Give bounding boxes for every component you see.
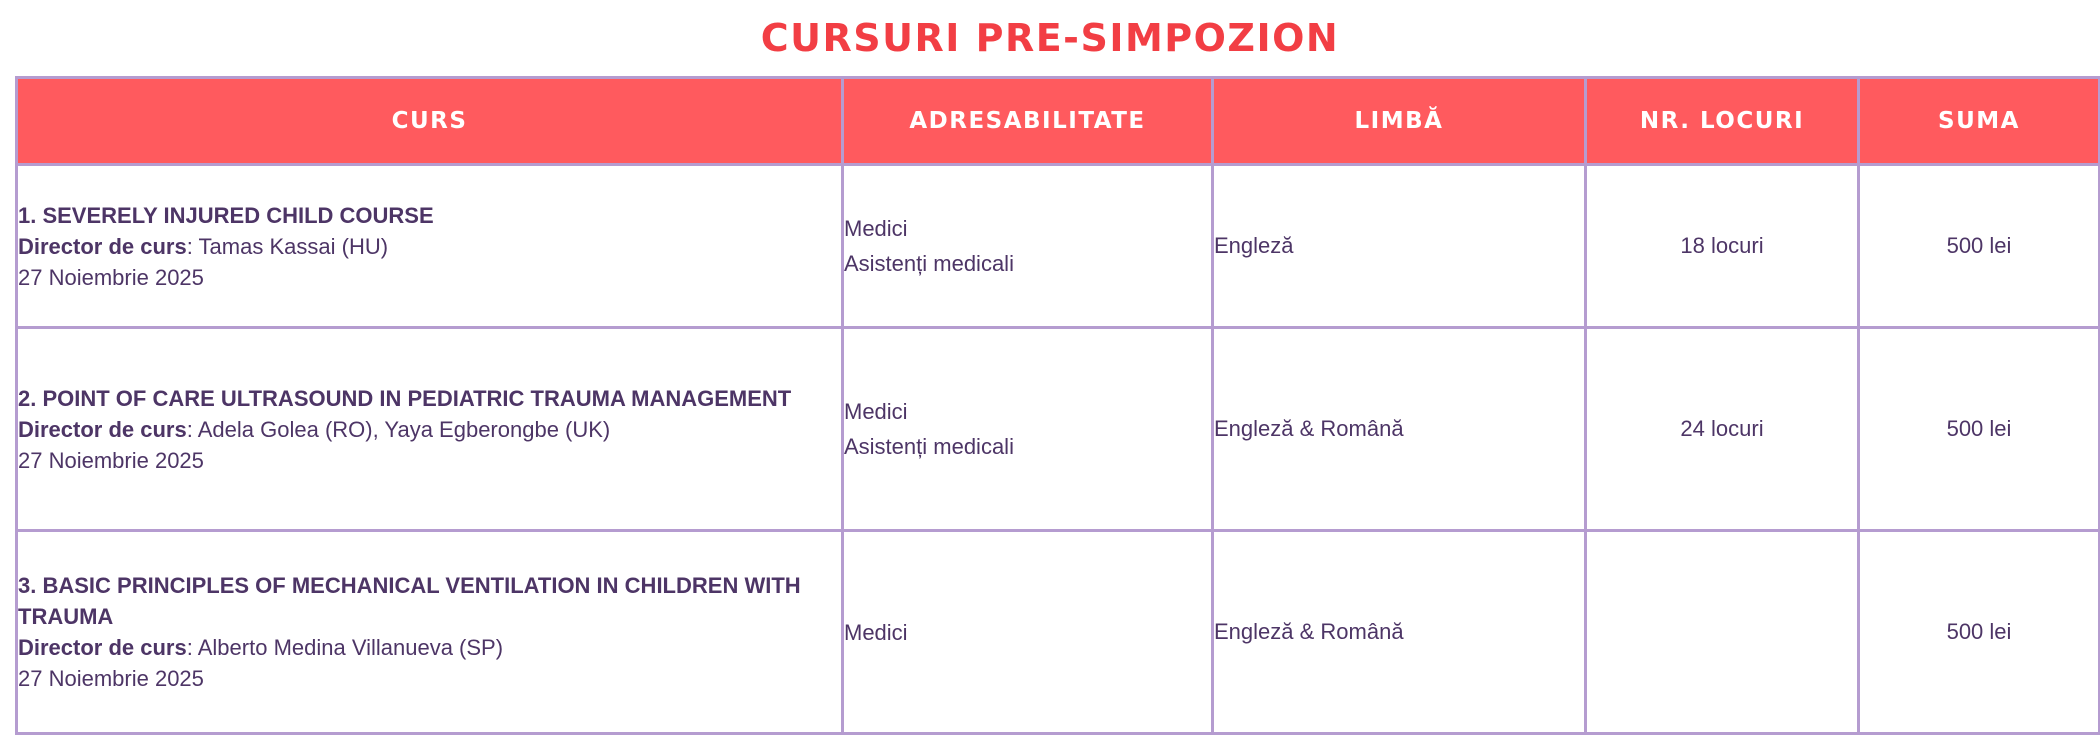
audience-cell	[843, 165, 1213, 328]
director-names: : Alberto Medina Villanueva (SP)	[186, 635, 504, 660]
language-cell: Engleză & Română	[1213, 328, 1586, 531]
course-date: 27 Noiembrie 2025	[18, 447, 204, 473]
language-cell: Engleză & Română	[1213, 531, 1586, 734]
price-cell: 500 lei	[1859, 328, 2100, 531]
audience-item: Asistenți medicali	[844, 434, 1014, 459]
audience-cell	[843, 328, 1213, 531]
course-date: 27 Noiembrie 2025	[18, 666, 204, 691]
audience-item: Asistenți medicali	[844, 251, 1014, 276]
course-cell	[17, 165, 843, 328]
course-cell	[17, 531, 843, 734]
course-cell	[17, 328, 843, 531]
course-name: 3. BASIC PRINCIPLES OF MECHANICAL VENTILATION IN CHILDREN WITH TRAUMA	[18, 573, 801, 629]
seats-cell: 24 locuri	[1586, 328, 1859, 531]
director-names: : Tamas Kassai (HU)	[186, 233, 389, 259]
director-label: Director de curs	[18, 233, 187, 259]
course-director	[18, 414, 841, 445]
course-director	[18, 632, 841, 663]
audience-item: Medici	[844, 216, 908, 241]
column-header-course: CURS	[17, 78, 843, 165]
table-row	[17, 165, 2100, 328]
price-cell: 500 lei	[1859, 165, 2100, 328]
column-header-language: LIMBĂ	[1213, 78, 1586, 165]
course-name: 1. SEVERELY INJURED CHILD COURSE	[18, 202, 434, 228]
table-row	[17, 328, 2100, 531]
table-row	[17, 531, 2100, 734]
director-names: : Adela Golea (RO), Yaya Egberongbe (UK)	[186, 416, 611, 442]
price-cell: 500 lei	[1859, 531, 2100, 734]
audience-cell	[843, 531, 1213, 734]
column-header-seats: NR. LOCURI	[1586, 78, 1859, 165]
audience-item: Medici	[844, 619, 908, 645]
courses-table	[15, 76, 2100, 735]
course-director	[18, 231, 841, 262]
director-label: Director de curs	[18, 635, 187, 660]
column-header-audience: ADRESABILITATE	[843, 78, 1213, 165]
seats-cell	[1586, 531, 1859, 734]
seats-cell: 18 locuri	[1586, 165, 1859, 328]
page-title: CURSURI PRE-SIMPOZION	[760, 16, 1340, 60]
column-header-price: SUMA	[1859, 78, 2100, 165]
audience-item: Medici	[844, 399, 908, 424]
course-name: 2. POINT OF CARE ULTRASOUND IN PEDIATRIC TRAUMA MANAGEMENT	[18, 385, 792, 411]
language-cell: Engleză	[1213, 165, 1586, 328]
director-label: Director de curs	[18, 416, 187, 442]
table-header-row	[17, 78, 2100, 165]
course-date: 27 Noiembrie 2025	[18, 264, 204, 290]
